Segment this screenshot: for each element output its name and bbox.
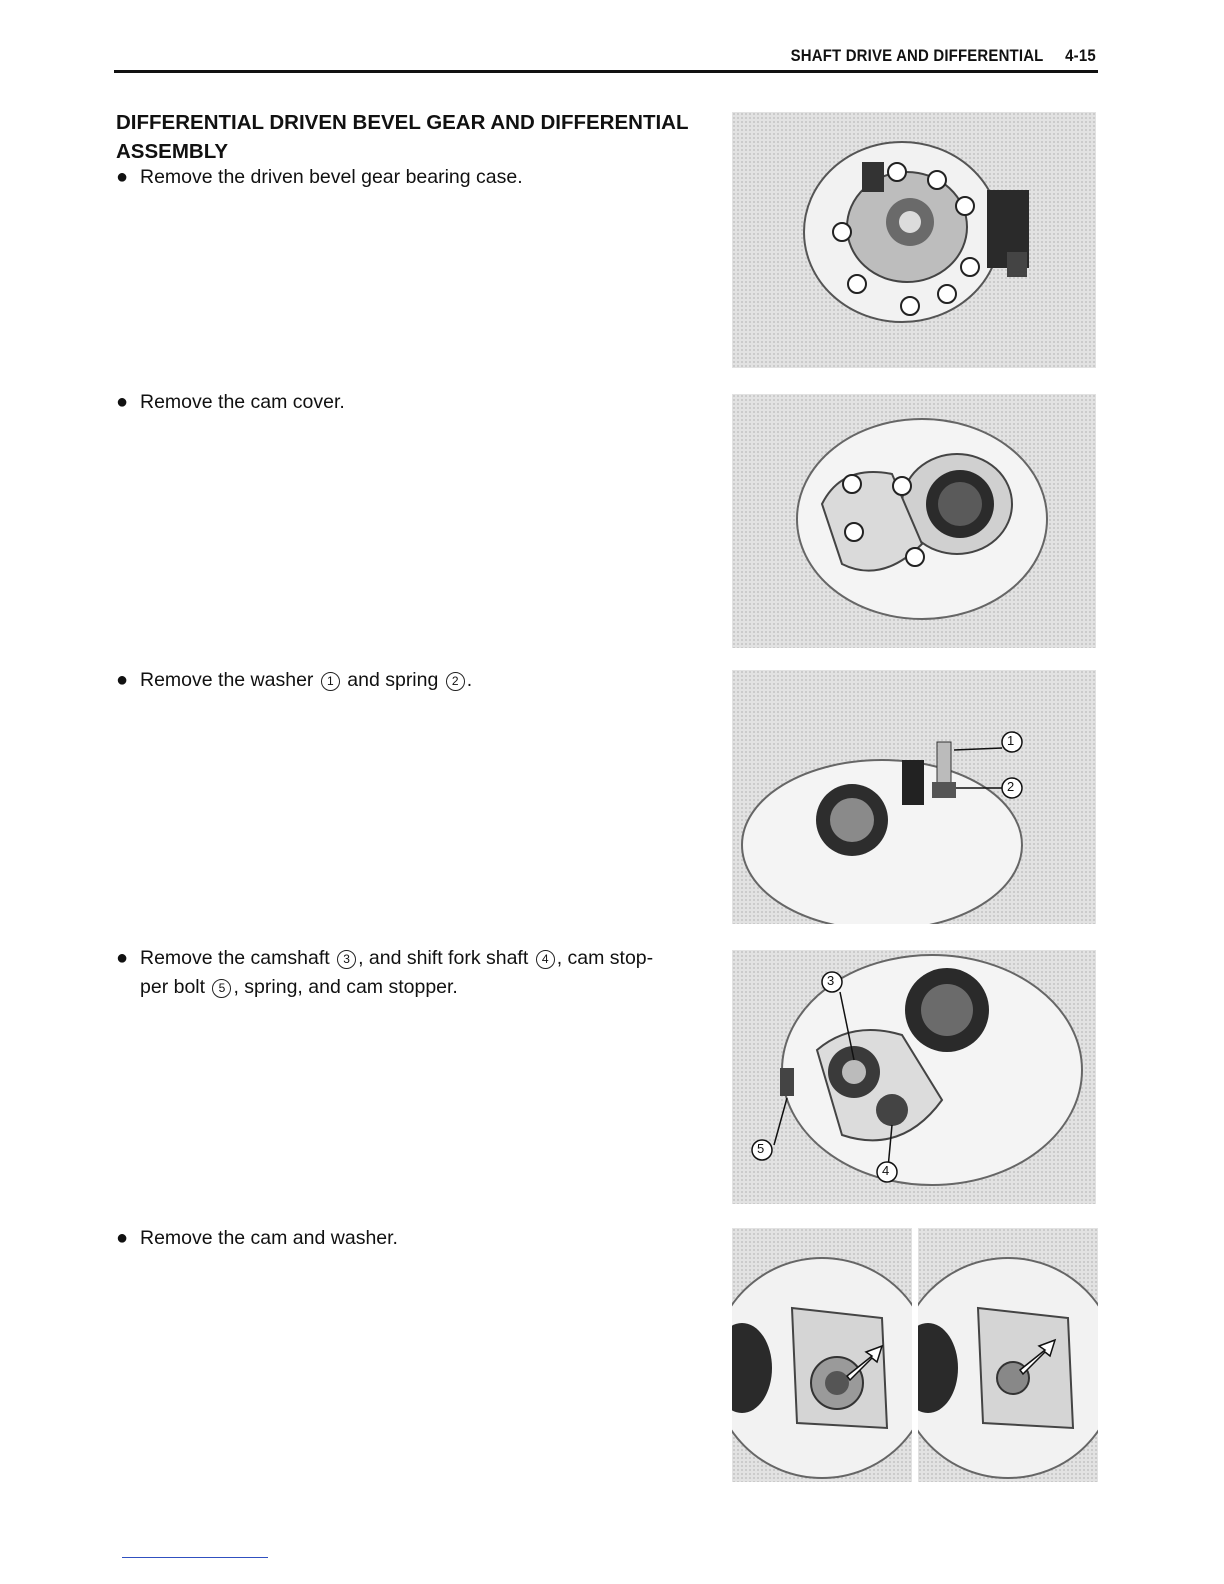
- callout-label-5: 5: [757, 1141, 765, 1156]
- callout-ref-2: 2: [446, 672, 465, 691]
- step-text: Remove the cam cover.: [140, 391, 345, 413]
- cam-washer-left-illustration: [732, 1228, 912, 1482]
- step-text-part: , cam stop-: [556, 947, 654, 969]
- bearing-case-illustration: [732, 112, 1096, 368]
- bullet-icon: ●: [116, 391, 129, 413]
- section-title: [116, 108, 716, 166]
- step-remove-bearing-case: [116, 163, 706, 192]
- step-text: [116, 944, 706, 1002]
- step-remove-camshaft: [116, 944, 706, 1002]
- callout-label-3: 3: [827, 973, 835, 988]
- step-text: [116, 666, 706, 695]
- washer-spring-illustration: [732, 670, 1096, 924]
- callout-label-4: 4: [882, 1163, 890, 1178]
- callout-ref-3: 3: [337, 950, 356, 969]
- step-remove-cam-cover: [116, 388, 706, 417]
- step-text-part: and spring: [347, 669, 439, 691]
- header-section-title: SHAFT DRIVE AND DIFFERENTIAL: [790, 46, 1044, 65]
- callout-label-1: 1: [1007, 733, 1015, 748]
- step-text-part: , spring, and cam stopper.: [233, 976, 458, 998]
- step-text: Remove the cam and washer.: [140, 1227, 398, 1249]
- photo-cam-washer-right: [918, 1228, 1098, 1482]
- callout-label-2: 2: [1007, 779, 1015, 794]
- camshaft-illustration: [732, 950, 1096, 1204]
- step-text: Remove the driven bevel gear bearing case.: [140, 166, 523, 188]
- footer-link-line: [122, 1557, 268, 1558]
- photo-cam-cover: [732, 394, 1096, 648]
- bullet-icon: ●: [116, 1227, 129, 1249]
- cam-cover-illustration: [732, 394, 1096, 648]
- bullet-icon: ●: [116, 947, 129, 969]
- callout-ref-5: 5: [212, 979, 231, 998]
- photo-cam-washer-left: [732, 1228, 912, 1482]
- section-title-line1: DIFFERENTIAL DRIVEN BEVEL GEAR AND DIFFERENTIAL: [116, 111, 689, 134]
- photo-bearing-case: [732, 112, 1096, 368]
- step-text-part: Remove the washer: [140, 669, 314, 691]
- cam-washer-right-illustration: [918, 1228, 1098, 1482]
- header-rule: [114, 70, 1098, 73]
- photo-camshaft: [732, 950, 1096, 1204]
- photo-washer-spring: [732, 670, 1096, 924]
- callout-ref-4: 4: [536, 950, 555, 969]
- step-text-part: Remove the camshaft: [140, 947, 330, 969]
- step-remove-cam-washer: [116, 1224, 706, 1253]
- step-text-part: .: [466, 669, 473, 691]
- step-text-part: , and shift fork shaft: [358, 947, 529, 969]
- step-text-part: per bolt: [140, 976, 206, 998]
- step-remove-washer-spring: [116, 666, 706, 695]
- bullet-icon: ●: [116, 669, 129, 691]
- section-title-line2: ASSEMBLY: [116, 140, 229, 163]
- header-page-number: 4-15: [1065, 46, 1096, 65]
- callout-ref-1: 1: [321, 672, 340, 691]
- running-header: [791, 46, 1096, 66]
- bullet-icon: ●: [116, 166, 129, 188]
